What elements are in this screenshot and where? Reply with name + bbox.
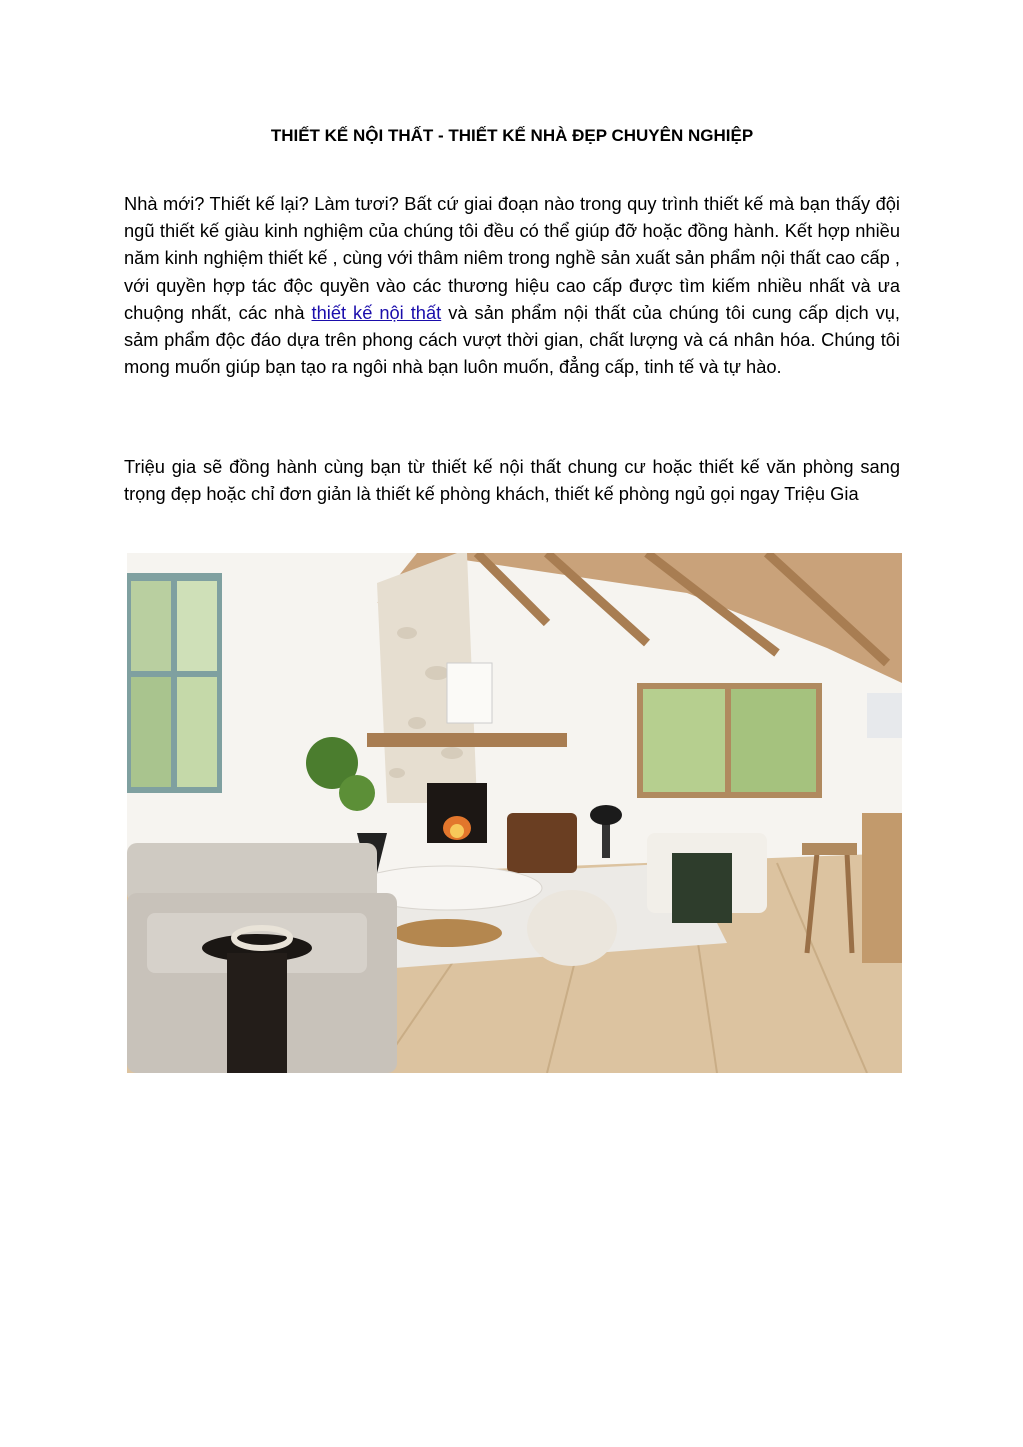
- interior-design-link[interactable]: thiết kế nội thất: [311, 301, 442, 323]
- page-title: THIẾT KẾ NỘI THẤT - THIẾT KẾ NHÀ ĐẸP CHUYÊN NGHIỆP: [270, 126, 754, 145]
- contact-paragraph: Triệu gia sẽ đồng hành cùng bạn từ thiết kế nội thất chung cư hoặc thiết kế văn phòng sang trọng đẹp hoặc chỉ đơn giản là thiết kế phòng khách, thiết kế phòng ngủ gọi ngay Triệu Gia: [124, 456, 900, 505]
- intro-text-after-link: và sản phẩm nội thất của chúng tôi cung cấp dịch vụ, sảm phẩm độc đáo dựa trên phong cách vượt thời gian, chất lượng và cá nhân hóa. Chúng tôi mong muốn giúp bạn tạo ra ngôi nhà bạn luôn muốn, đẳng cấp, tinh tế và tự hào.: [124, 301, 901, 378]
- intro-paragraph: [124, 190, 900, 380]
- intro-text-before-link: Nhà mới? Thiết kế lại? Làm tươi? Bất cứ giai đoạn nào trong quy trình thiết kế mà bạn thấy đội ngũ thiết kế giàu kinh nghiệm của chúng tôi đều có thể giúp đỡ hoặc đồng hành. Kết hợp nhiều năm kinh nghiệm thiết kế , cùng với thâm niêm trong nghề sản xuất sản phẩm nội thất cao cấp , với quyền hợp tác độc quyền vào các thương hiệu cao cấp được tìm kiếm nhiều nhất và ưa chuộng nhất, các nhà: [124, 193, 900, 323]
- living-room-photo: [127, 553, 902, 1073]
